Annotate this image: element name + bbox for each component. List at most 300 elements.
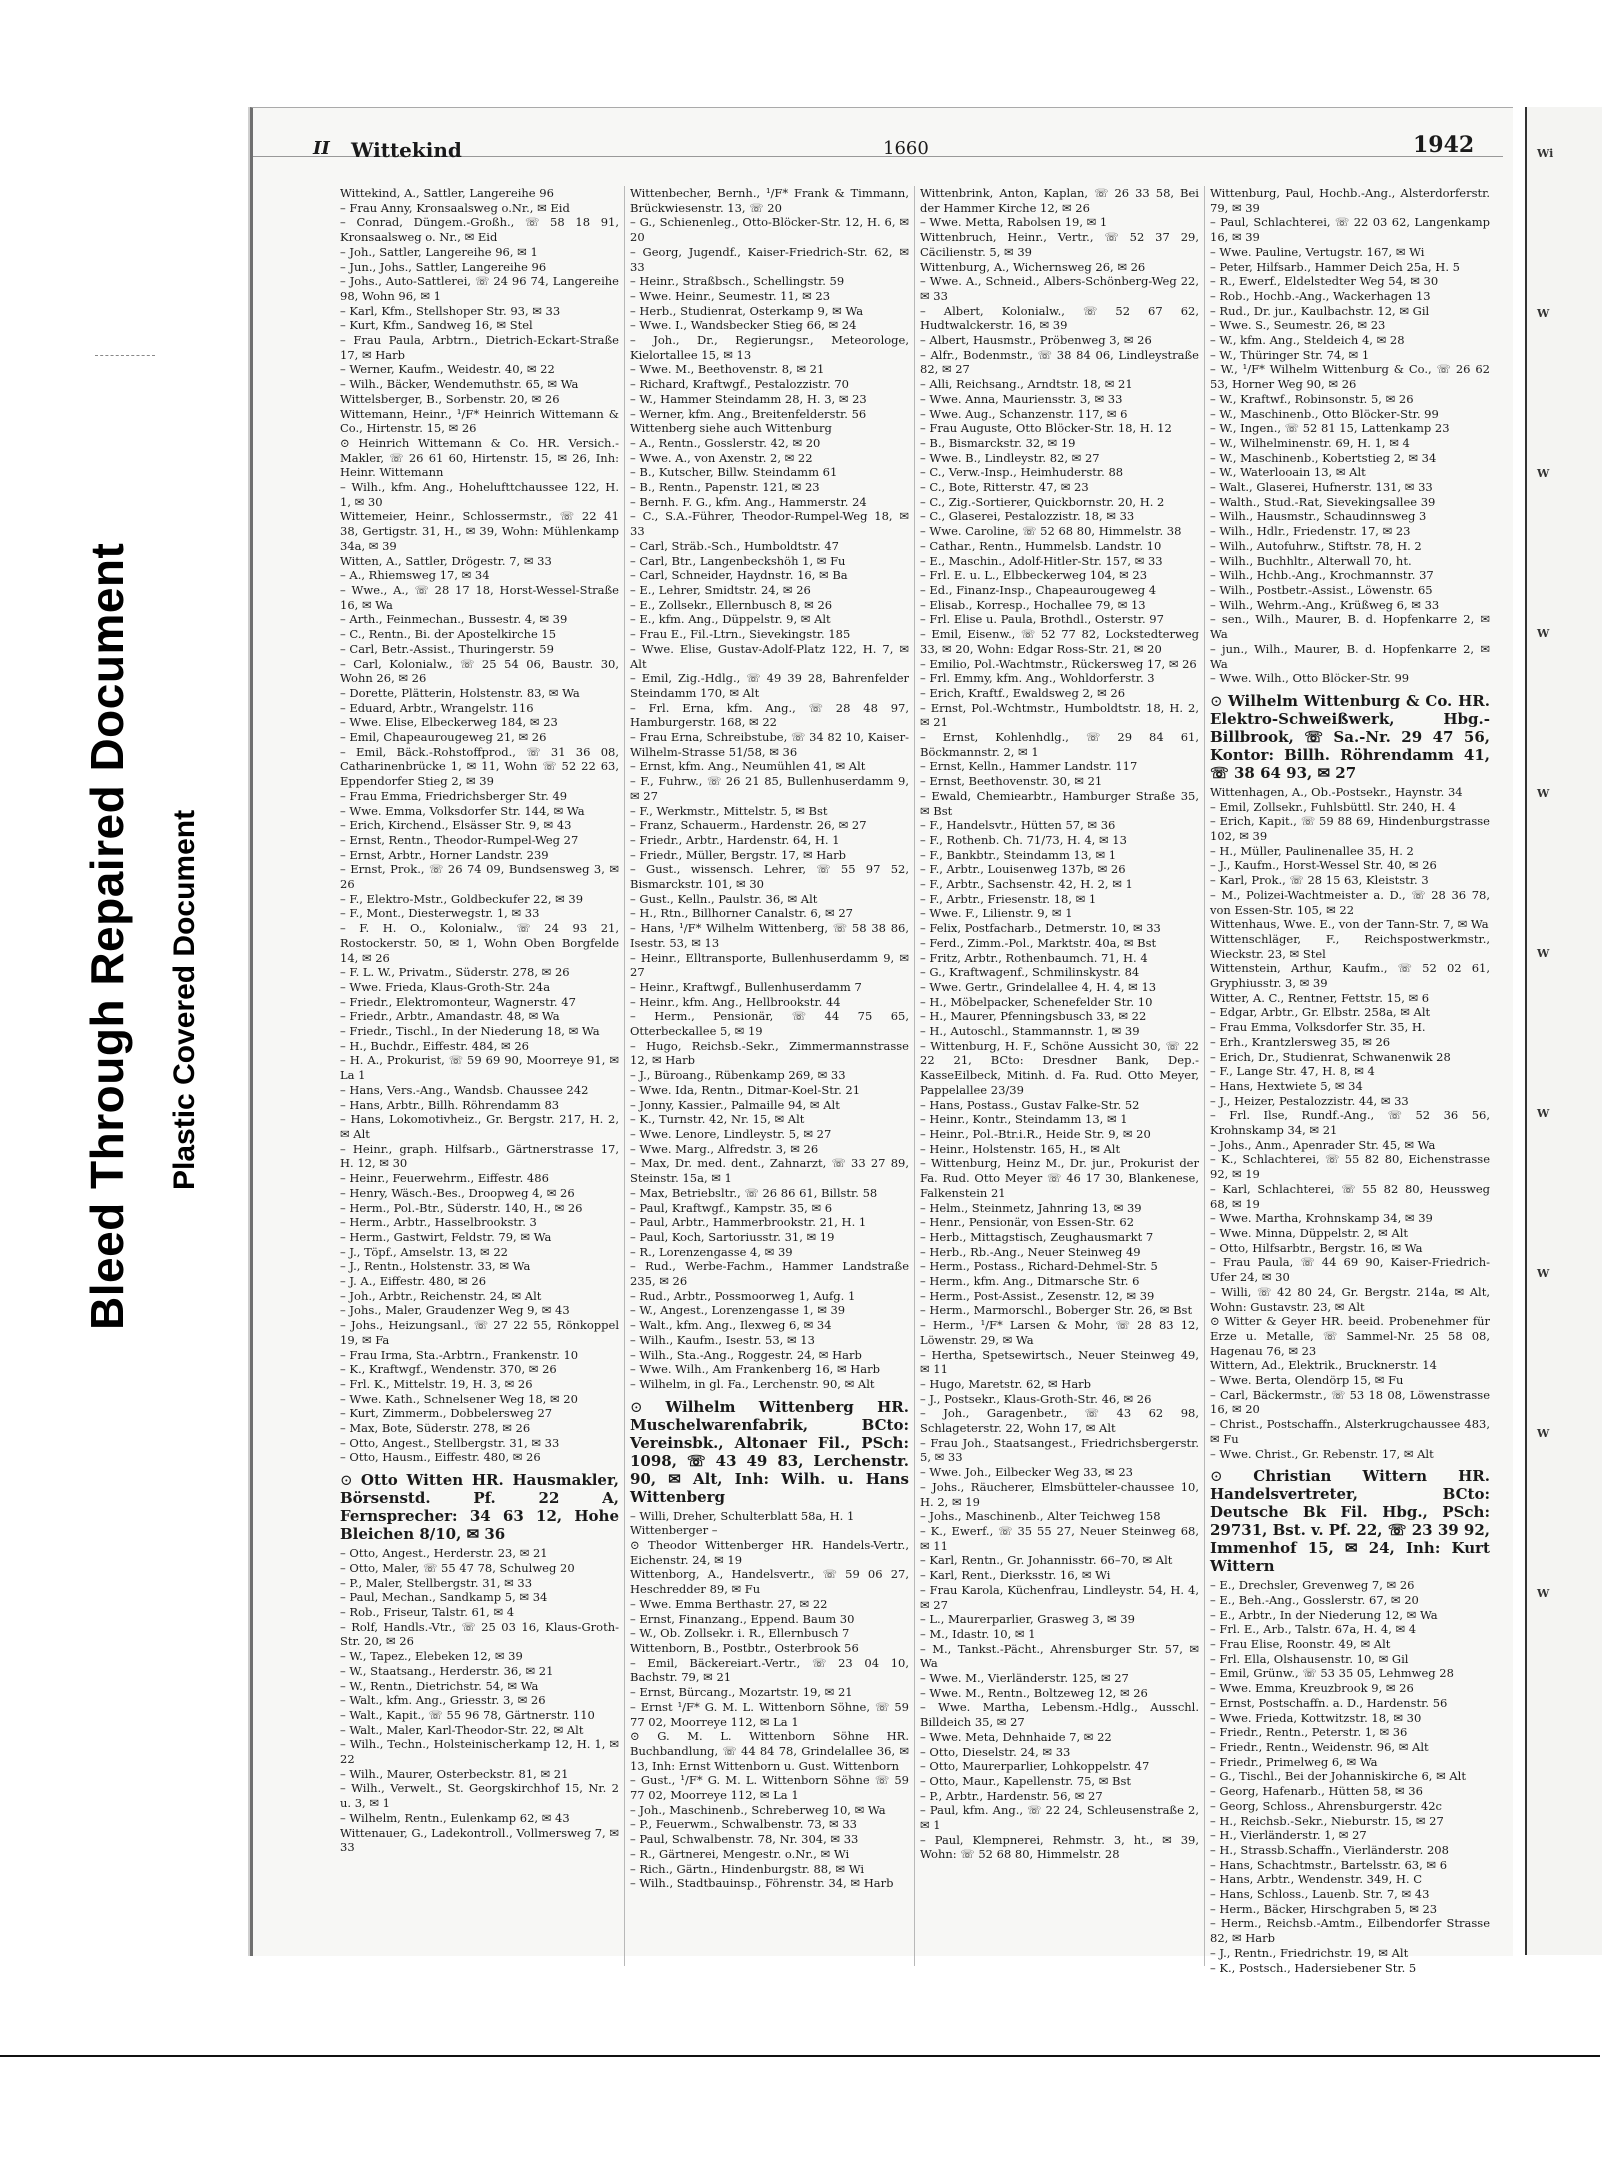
directory-entry: – Fritz, Arbtr., Rothenbaumch. 71, H. 4 xyxy=(920,950,1148,965)
directory-entry: – Wwe. Berta, Olendörp 15, ✉ Fu xyxy=(1210,1373,1404,1388)
directory-entry: – Rob., Hochb.-Ang., Wackerhagen 13 xyxy=(1210,288,1431,303)
directory-entry: – Herb., Studienrat, Osterkamp 9, ✉ Wa xyxy=(630,303,864,318)
directory-entry: – W., Ob. Zollsekr. i. R., Ellernbusch 7 xyxy=(630,1626,850,1641)
directory-entry: – W., Waterlooain 13, ✉ Alt xyxy=(1210,465,1366,480)
directory-entry: – Carl, Btr., Langenbeckshöh 1, ✉ Fu xyxy=(630,553,846,568)
directory-entry: Wittenbrink, Anton, Kaplan, ☏ 26 33 58, Bei der Hammer Kirche 12, ✉ 26 xyxy=(920,186,1199,215)
directory-entry: – Herm., Reichsb.-Amtm., Eilbendorfer Strasse 82, ✉ Harb xyxy=(1210,1916,1490,1946)
directory-entry: – Frau Paula, Arbtrn., Dietrich-Eckart-Straße 17, ✉ Harb xyxy=(340,333,619,362)
directory-entry: – M., Idastr. 10, ✉ 1 xyxy=(920,1626,1036,1641)
directory-page xyxy=(250,107,1513,1975)
directory-entry: – Wwe. M., Beethovenstr. 8, ✉ 21 xyxy=(630,362,825,377)
directory-entry: – Frau Irma, Sta.-Arbtrn., Frankenstr. 10 xyxy=(340,1347,579,1362)
directory-entry: – Arth., Feinmechan., Bussestr. 4, ✉ 39 xyxy=(340,612,568,627)
directory-entry: – Herm., kfm. Ang., Ditmarsche Str. 6 xyxy=(920,1274,1140,1289)
directory-entry: – Herm., Gastwirt, Feldstr. 79, ✉ Wa xyxy=(340,1229,552,1244)
directory-entry: – Heinr., Elltransporte, Bullenhuserdamm 9, ✉ 27 xyxy=(630,950,909,980)
directory-entry: – Karl, Kfm., Stellshoper Str. 93, ✉ 33 xyxy=(340,303,561,318)
directory-entry: – Herm., ¹/F* Larsen & Mohr, ☏ 28 83 12, Löwenstr. 29, ✉ Wa xyxy=(920,1318,1199,1347)
directory-entry: – H., Reichsb.-Sekr., Nieburstr. 15, ✉ 27 xyxy=(1210,1813,1444,1828)
directory-entry: Wittenborg, A., Handelsvertr., ☏ 59 06 27, Heschredder 89, ✉ Fu xyxy=(630,1567,909,1597)
directory-entry: – Friedr., Elektromonteur, Wagnerstr. 47 xyxy=(340,994,576,1009)
directory-entry: – Friedr., Rentn., Weidenstr. 96, ✉ Alt xyxy=(1210,1739,1429,1754)
directory-entry: – Frau Emma, Friedrichsberger Str. 49 xyxy=(340,788,568,803)
directory-entry: – Frau Joh., Staatsangest., Friedrichsbergerstr. 5, ✉ 33 xyxy=(920,1435,1199,1465)
directory-column-3 xyxy=(915,186,1205,1966)
directory-entry: – Wwe. A., Schneid., Albers-Schönberg-Weg 22, ✉ 33 xyxy=(920,274,1199,303)
directory-entry: – Otto, Hausm., Eiffestr. 480, ✉ 26 xyxy=(340,1450,541,1465)
directory-entry: – Johs., Räucherer, Elmsbütteler-chaussee 10, H. 2, ✉ 19 xyxy=(920,1479,1199,1509)
directory-column-1 xyxy=(335,186,625,1966)
scan-tick-marks xyxy=(95,355,155,366)
directory-entry: – Bernh. F. G., kfm. Ang., Hammerstr. 24 xyxy=(630,494,867,509)
directory-entry: – Wwe. Marg., Alfredstr. 3, ✉ 26 xyxy=(630,1141,819,1156)
directory-entry: – Otto, Maurerparlier, Lohkoppelstr. 47 xyxy=(920,1759,1150,1774)
page-header xyxy=(253,108,1503,162)
directory-entry: – F., Arbtr., Friesenstr. 18, ✉ 1 xyxy=(920,891,1097,906)
directory-entry: – Rud., Arbtr., Possmoorweg 1, Aufg. 1 xyxy=(630,1288,856,1303)
adjacent-page-fragment: W xyxy=(1537,947,1550,960)
directory-entry: – Wwe. Kath., Schnelsener Weg 18, ✉ 20 xyxy=(340,1391,578,1406)
directory-entry: – W., Wilhelminenstr. 69, H. 1, ✉ 4 xyxy=(1210,435,1410,450)
directory-entry: – Alli, Reichsang., Arndtstr. 18, ✉ 21 xyxy=(920,377,1133,392)
directory-entry: – J., Rentn., Holstenstr. 33, ✉ Wa xyxy=(340,1259,531,1274)
directory-column-2 xyxy=(625,186,915,1966)
directory-entry: – Wwe. Frieda, Kottwitzstr. 18, ✉ 30 xyxy=(1210,1710,1422,1725)
directory-entry: – W., Angest., Lorenzengasse 1, ✉ 39 xyxy=(630,1303,846,1318)
directory-entry: Wittenschläger, F., Reichspostwerkmstr., Wieckstr. 23, ✉ Stel xyxy=(1210,931,1490,961)
directory-entry: – H., Autoschl., Stammannstr. 1, ✉ 39 xyxy=(920,1024,1140,1039)
directory-entry: – Paul, Arbtr., Hammerbrookstr. 21, H. 1 xyxy=(630,1215,867,1230)
directory-entry: – Max, Bote, Süderstr. 278, ✉ 26 xyxy=(340,1421,531,1436)
directory-entry: – Kurt, Kfm., Sandweg 16, ✉ Stel xyxy=(340,318,533,333)
directory-entry: ⊙ Wilhelm Wittenburg & Co. HR. Elektro-Schweißwerk, Hbg.-Billbrook, ☏ Sa.-Nr. 29 47 56, Kontor: Billh. Röhrendamm 41, ☏ 38 64 93, ✉ 27 xyxy=(1210,692,1490,782)
directory-entry: – Emil, Zollsekr., Fuhlsbüttl. Str. 240, H. 4 xyxy=(1210,799,1456,814)
directory-entry: – Wwe. Elise, Elbeckerweg 184, ✉ 23 xyxy=(340,715,558,730)
directory-entry: – Frau Erna, Schreibstube, ☏ 34 82 10, Kaiser-Wilhelm-Strasse 51/58, ✉ 36 xyxy=(630,730,909,759)
directory-entry: – J., Rentn., Friedrichstr. 19, ✉ Alt xyxy=(1210,1945,1409,1960)
volume-number: II xyxy=(313,138,330,159)
directory-entry: – H., Buchdr., Eiffestr. 484, ✉ 26 xyxy=(340,1038,529,1053)
directory-entry: – Hugo, Maretstr. 62, ✉ Harb xyxy=(920,1376,1092,1391)
directory-entry: – Wilh., Hausmstr., Schaudinnsweg 3 xyxy=(1210,509,1427,524)
directory-entry: – C., Glaserei, Pestalozzistr. 18, ✉ 33 xyxy=(920,509,1135,524)
directory-entry: – Otto, Maler, ☏ 55 47 78, Schulweg 20 xyxy=(340,1560,575,1575)
directory-entry: – Wwe. Aug., Schanzenstr. 117, ✉ 6 xyxy=(920,406,1128,421)
directory-entry: – W., Tapez., Elebeken 12, ✉ 39 xyxy=(340,1649,523,1664)
directory-entry: – Ernst, Pol.-Wchtmstr., Humboldtstr. 18, H. 2, ✉ 21 xyxy=(920,700,1199,730)
directory-entry: – Cathar., Rentn., Hummelsb. Landstr. 10 xyxy=(920,538,1162,553)
directory-entry: Wittenburg, A., Wichernsweg 26, ✉ 26 xyxy=(920,259,1146,274)
directory-entry: – Wwe. S., Seumestr. 26, ✉ 23 xyxy=(1210,318,1386,333)
directory-entry: – Heinr., Holstenstr. 165, H., ✉ Alt xyxy=(920,1141,1121,1156)
directory-entry: – W., Rentn., Dietrichstr. 54, ✉ Wa xyxy=(340,1678,539,1693)
directory-entry: – Paul, Koch, Sartoriusstr. 31, ✉ 19 xyxy=(630,1229,835,1244)
directory-entry: – Frl. Ilse, Rundf.-Ang., ☏ 52 36 56, Krohnskamp 34, ✉ 21 xyxy=(1210,1108,1490,1138)
directory-entry: – Wwe. Emma, Volksdorfer Str. 144, ✉ Wa xyxy=(340,803,585,818)
directory-entry: – Wilh., Autofuhrw., Stiftstr. 78, H. 2 xyxy=(1210,538,1422,553)
directory-entry: Wittenberg siehe auch Wittenburg xyxy=(630,421,832,436)
directory-entry: – Frl. K., Mittelstr. 19, H. 3, ✉ 26 xyxy=(340,1376,533,1391)
directory-entry: – Max, Betriebsltr., ☏ 26 86 61, Billstr. 58 xyxy=(630,1185,878,1200)
directory-entry: – F., Rothenb. Ch. 71/73, H. 4, ✉ 13 xyxy=(920,832,1127,847)
directory-entry: – H., Möbelpacker, Schenefelder Str. 10 xyxy=(920,994,1153,1009)
directory-entry: – Hans, ¹/F* Wilhelm Wittenberg, ☏ 58 38 86, Isestr. 53, ✉ 13 xyxy=(630,921,909,950)
directory-entry: – H., Strassb.Schaffn., Vierländerstr. 208 xyxy=(1210,1842,1449,1857)
directory-entry: – jun., Wilh., Maurer, B. d. Hopfenkarre 2, ✉ Wa xyxy=(1210,641,1490,671)
directory-entry: – Franz, Schauerm., Hardenstr. 26, ✉ 27 xyxy=(630,818,867,833)
directory-entry: Wittenhagen, A., Ob.-Postsekr., Haynstr. 34 xyxy=(1210,784,1463,799)
directory-entry: – Herm., Marmorschl., Boberger Str. 26, ✉ Bst xyxy=(920,1303,1193,1318)
directory-entry: – Karl, Rentn., Gr. Johannisstr. 66–70, ✉ Alt xyxy=(920,1553,1173,1568)
directory-entry: – Frau Auguste, Otto Blöcker-Str. 18, H. 12 xyxy=(920,421,1172,436)
directory-entry: – Frau Anny, Kronsaalsweg o.Nr., ✉ Eid xyxy=(340,200,570,215)
directory-entry: – Frau Paula, ☏ 44 69 90, Kaiser-Friedrich-Ufer 24, ✉ 30 xyxy=(1210,1255,1490,1285)
scan-note-bleed-through: Bleed Through Repaired Document xyxy=(81,542,133,1330)
directory-entry: – Frau Karola, Küchenfrau, Lindleystr. 54, H. 4, ✉ 27 xyxy=(920,1582,1199,1612)
directory-entry: – Rud., Dr. jur., Kaulbachstr. 12, ✉ Gil xyxy=(1210,303,1430,318)
directory-entry: – Paul, Mechan., Sandkamp 5, ✉ 34 xyxy=(340,1590,548,1605)
directory-entry: – F., Bankbtr., Steindamm 13, ✉ 1 xyxy=(920,847,1117,862)
directory-entry: – C., Zig.-Sortierer, Quickbornstr. 20, H. 2 xyxy=(920,494,1165,509)
running-head: Wittekind xyxy=(351,138,462,162)
adjacent-page-fragment: Wi xyxy=(1537,147,1554,160)
directory-entry: – Karl, Prok., ☏ 28 15 63, Kleiststr. 3 xyxy=(1210,873,1429,888)
directory-entry: – P., Feuerwm., Schwalbenstr. 73, ✉ 33 xyxy=(630,1817,857,1832)
adjacent-page-fragment: W xyxy=(1537,787,1550,800)
directory-entry: – P., Arbtr., Hardenstr. 56, ✉ 27 xyxy=(920,1788,1103,1803)
directory-entry: – Georg, Hafenarb., Hütten 58, ✉ 36 xyxy=(1210,1784,1423,1799)
directory-entry: – Richard, Kraftwgf., Pestalozzistr. 70 xyxy=(630,377,849,392)
directory-entry: Witter, A. C., Rentner, Fettstr. 15, ✉ 6 xyxy=(1210,990,1430,1005)
directory-entry: – F., Werkmstr., Mittelstr. 5, ✉ Bst xyxy=(630,803,828,818)
directory-entry: – Emil, Eisenw., ☏ 52 77 82, Lockstedterweg 33, ✉ 20, Wohn: Edgar Ross-Str. 21, ✉ 20 xyxy=(920,627,1199,656)
directory-entry: – Willi, ☏ 42 80 24, Gr. Bergstr. 214a, ✉ Alt, Wohn: Gustavstr. 23, ✉ Alt xyxy=(1210,1284,1490,1314)
directory-entry: – E., Lehrer, Smidtstr. 24, ✉ 26 xyxy=(630,582,811,597)
directory-entry: – Wwe. Christ., Gr. Rebenstr. 17, ✉ Alt xyxy=(1210,1446,1434,1461)
directory-entry: – Albert, Kolonialw., ☏ 52 67 62, Hudtwalckerstr. 16, ✉ 39 xyxy=(920,303,1199,333)
directory-entry: ⊙ Witter & Geyer HR. beeid. Probenehmer für Erze u. Metalle, ☏ Sammel-Nr. 25 58 08, Hagenau 76, ✉ 23 xyxy=(1210,1314,1490,1358)
directory-entry: – Wwe. Martha, Krohnskamp 34, ✉ 39 xyxy=(1210,1211,1433,1226)
directory-entry: – Paul, Kraftwgf., Kampstr. 35, ✉ 6 xyxy=(630,1200,833,1215)
directory-entry: – F., Elektro-Mstr., Goldbeckufer 22, ✉ 39 xyxy=(340,891,584,906)
directory-entry: – K., Postsch., Hadersiebener Str. 5 xyxy=(1210,1960,1417,1975)
directory-entry: – C., Bote, Ritterstr. 47, ✉ 23 xyxy=(920,480,1089,495)
directory-column-4 xyxy=(1205,186,1495,1975)
directory-entry: – Friedr., Primelweg 6, ✉ Wa xyxy=(1210,1754,1378,1769)
directory-entry: – Wwe. Meta, Dehnhaide 7, ✉ 22 xyxy=(920,1729,1112,1744)
directory-entry: – Wwe. Lenore, Lindleystr. 5, ✉ 27 xyxy=(630,1127,832,1141)
directory-entry: – R., Gärtnerei, Mengestr. o.Nr., ✉ Wi xyxy=(630,1846,850,1861)
directory-entry: – Wwe. Caroline, ☏ 52 68 80, Himmelstr. 38 xyxy=(920,524,1182,539)
directory-entry: – W., Thüringer Str. 74, ✉ 1 xyxy=(1210,347,1370,362)
directory-entry: – Wilh., Postbetr.-Assist., Löwenstr. 65 xyxy=(1210,582,1433,597)
directory-entry: – Frau Elise, Roonstr. 49, ✉ Alt xyxy=(1210,1637,1391,1652)
adjacent-page-fragment: W xyxy=(1537,467,1550,480)
directory-entry: – F., Arbtr., Louisenweg 137b, ✉ 26 xyxy=(920,862,1126,877)
directory-entry: – Wilh., Bäcker, Wendemuthstr. 65, ✉ Wa xyxy=(340,377,579,392)
directory-entry: – P., Maler, Stellbergstr. 31, ✉ 33 xyxy=(340,1575,533,1590)
directory-entry: – Max, Dr. med. dent., Zahnarzt, ☏ 33 27 89, Steinstr. 15a, ✉ 1 xyxy=(630,1156,909,1186)
directory-entry: – E., Zollsekr., Ellernbusch 8, ✉ 26 xyxy=(630,597,833,612)
directory-entry: Wittenborn, B., Postbtr., Osterbrook 56 xyxy=(630,1640,859,1655)
directory-entry: – Ernst, Postschaffn. a. D., Hardenstr. 56 xyxy=(1210,1695,1448,1710)
directory-entry: Wittenbecher, Bernh., ¹/F* Frank & Timmann, Brückwiesenstr. 13, ☏ 20 xyxy=(630,186,909,215)
directory-entry: ⊙ G. M. L. Wittenborn Söhne HR. Buchbandlung, ☏ 44 84 78, Grindelallee 36, ✉ 13, Inh: Ernst Wittenborn u. Gust. Wittenborn xyxy=(630,1729,909,1773)
directory-entry: – F., Handelsvtr., Hütten 57, ✉ 36 xyxy=(920,818,1116,833)
directory-entry: – Rich., Gärtn., Hindenburgstr. 88, ✉ Wi xyxy=(630,1861,865,1876)
directory-entry: – Joh., Maschinenb., Schreberweg 10, ✉ Wa xyxy=(630,1802,886,1817)
directory-entry: Wittenberger – xyxy=(630,1523,718,1538)
directory-entry: – Friedr., Arbtr., Hardenstr. 64, H. 1 xyxy=(630,832,840,847)
directory-entry: – Ferd., Zimm.-Pol., Marktstr. 40a, ✉ Bst xyxy=(920,935,1157,950)
directory-entry: – Wwe. Metta, Rabolsen 19, ✉ 1 xyxy=(920,215,1108,230)
directory-entry: – J., Töpf., Amselstr. 13, ✉ 22 xyxy=(340,1244,508,1259)
directory-entry: – Helm., Steinmetz, Jahnring 13, ✉ 39 xyxy=(920,1200,1142,1215)
directory-entry: – Paul, Schwalbenstr. 78, Nr. 304, ✉ 33 xyxy=(630,1832,859,1847)
directory-entry: – Frl. Ella, Olshausenstr. 10, ✉ Gil xyxy=(1210,1651,1409,1666)
directory-entry: – Frl. E., Arb., Talstr. 67a, H. 4, ✉ 4 xyxy=(1210,1622,1417,1637)
directory-entry: – Wwe. Joh., Eilbecker Weg 33, ✉ 23 xyxy=(920,1465,1133,1480)
directory-entry: – Heinr., kfm. Ang., Hellbrookstr. 44 xyxy=(630,994,841,1009)
directory-entry: – Hans, Arbtr., Wendenstr. 349, H. C xyxy=(1210,1872,1423,1887)
directory-entry: – Erich, Kapit., ☏ 59 88 69, Hindenburgstrasse 102, ✉ 39 xyxy=(1210,814,1490,844)
directory-entry: – W., Kraftwf., Robinsonstr. 5, ✉ 26 xyxy=(1210,391,1414,406)
adjacent-page-edge xyxy=(1525,107,1602,1955)
directory-entry: ⊙ Otto Witten HR. Hausmakler, Börsenstd. Pf. 22 A, Fernsprecher: 34 63 12, Hohe Bleichen 8/10, ✉ 36 xyxy=(340,1471,619,1543)
directory-entry: – Hans, Vers.-Ang., Wandsb. Chaussee 242 xyxy=(340,1082,589,1097)
directory-entry: – B., Bismarckstr. 32, ✉ 19 xyxy=(920,435,1076,450)
directory-entry: Wittenstein, Arthur, Kaufm., ☏ 52 02 61, Gryphiusstr. 3, ✉ 39 xyxy=(1210,961,1490,991)
directory-entry: – E., Arbtr., In der Niederung 12, ✉ Wa xyxy=(1210,1607,1438,1622)
directory-entry: – A., Rentn., Gosslerstr. 42, ✉ 20 xyxy=(630,435,821,450)
directory-entry: – Emil, Bäck.-Rohstoffprod., ☏ 31 36 08, Catharinenbrücke 1, ✉ 11, Wohn ☏ 52 22 63, Eppendorfer Stieg 2, ✉ 39 xyxy=(340,744,619,789)
directory-entry: – H., Maurer, Pfenningsbusch 33, ✉ 22 xyxy=(920,1009,1147,1024)
directory-entry: – Frl. Emmy, kfm. Ang., Wohldorferstr. 3 xyxy=(920,671,1155,686)
directory-entry: – Otto, Angest., Herderstr. 23, ✉ 21 xyxy=(340,1546,548,1561)
directory-entry: – Georg, Jugendf., Kaiser-Friedrich-Str. 62, ✉ 33 xyxy=(630,244,909,274)
directory-entry: – R., Lorenzengasse 4, ✉ 39 xyxy=(630,1244,793,1259)
scan-bottom-line xyxy=(0,2055,1600,2057)
directory-entry: – Erich, Kirchend., Elsässer Str. 9, ✉ 43 xyxy=(340,818,572,833)
directory-entry: – K., Kraftwgf., Wendenstr. 370, ✉ 26 xyxy=(340,1362,557,1377)
directory-entry: – B., Rentn., Papenstr. 121, ✉ 23 xyxy=(630,480,820,495)
directory-entry: – Wwe. Heinr., Seumestr. 11, ✉ 23 xyxy=(630,288,831,303)
directory-entry: – Hans, Hextwiete 5, ✉ 34 xyxy=(1210,1078,1363,1093)
directory-entry: – F. H. O., Kolonialw., ☏ 24 93 21, Rostockerstr. 50, ✉ 1, Wohn Oben Borgfelde 14, ✉ 26 xyxy=(340,921,619,965)
directory-entry: – Carl, Sträb.-Sch., Humboldtstr. 47 xyxy=(630,538,839,553)
directory-entry: – Johs., Anm., Apenrader Str. 45, ✉ Wa xyxy=(1210,1137,1436,1152)
directory-entry: – Walt., Glaserei, Hufnerstr. 131, ✉ 33 xyxy=(1210,480,1433,495)
directory-entry: – Wwe. Wilh., Am Frankenberg 16, ✉ Harb xyxy=(630,1362,880,1377)
directory-entry: – Wittenburg, H. F., Schöne Aussicht 30, ☏ 22 22 21, BCto: Dresdner Bank, Dep.-KasseEilbeck, Mitinh. d. Fa. Rud. Otto Meyer, Pappelallee 23/39 xyxy=(920,1038,1199,1097)
directory-entry: – Herb., Rb.-Ang., Neuer Steinweg 49 xyxy=(920,1244,1141,1259)
directory-entry: – F., Mont., Diesterwegstr. 1, ✉ 33 xyxy=(340,906,540,921)
directory-entry: – Herm., Arbtr., Hasselbrookstr. 3 xyxy=(340,1215,537,1230)
directory-entry: – Wwe. Ida, Rentn., Ditmar-Koel-Str. 21 xyxy=(630,1082,861,1097)
directory-entry: – Friedr., Rentn., Peterstr. 1, ✉ 36 xyxy=(1210,1725,1408,1740)
directory-entry: – K., Schlachterei, ☏ 55 82 80, Eichenstrasse 92, ✉ 19 xyxy=(1210,1152,1490,1182)
directory-entry: – Kurt, Zimmerm., Dobbelersweg 27 xyxy=(340,1406,553,1421)
directory-entry: – Wilh., Maurer, Osterbeckstr. 81, ✉ 21 xyxy=(340,1766,569,1781)
directory-entry: – Peter, Hilfsarb., Hammer Deich 25a, H. 5 xyxy=(1210,259,1460,274)
directory-entry: – Frau Emma, Volksdorfer Str. 35, H. xyxy=(1210,1020,1426,1035)
directory-entry: – W., Staatsang., Herderstr. 36, ✉ 21 xyxy=(340,1663,554,1678)
directory-entry: – Wwe. Wilh., Otto Blöcker-Str. 99 xyxy=(1210,671,1410,686)
directory-entry: – C., Rentn., Bi. der Apostelkirche 15 xyxy=(340,627,557,642)
directory-entry: – Heinr., Straßbsch., Schellingstr. 59 xyxy=(630,274,845,289)
directory-entry: – Jonny, Kassier., Palmaille 94, ✉ Alt xyxy=(630,1097,840,1112)
directory-entry: – G., Schienenleg., Otto-Blöcker-Str. 12, H. 6, ✉ 20 xyxy=(630,215,909,245)
directory-entry: – Wwe. M., Rentn., Boltzeweg 12, ✉ 26 xyxy=(920,1685,1148,1700)
adjacent-page-fragment: W xyxy=(1537,1427,1550,1440)
directory-entry: – Erich, Kraftf., Ewaldsweg 2, ✉ 26 xyxy=(920,685,1126,700)
directory-entry: – Ernst, Finanzang., Eppend. Baum 30 xyxy=(630,1611,855,1626)
directory-entry: – Hans, Postass., Gustav Falke-Str. 52 xyxy=(920,1097,1140,1112)
directory-entry: – Wwe. B., Lindleystr. 82, ✉ 27 xyxy=(920,450,1100,465)
directory-entry: – Ernst, Beethovenstr. 30, ✉ 21 xyxy=(920,774,1103,789)
directory-entry: – Wwe. A., von Axenstr. 2, ✉ 22 xyxy=(630,450,813,465)
directory-entry: – sen., Wilh., Maurer, B. d. Hopfenkarre 2, ✉ Wa xyxy=(1210,612,1490,642)
directory-entry: – Emilio, Pol.-Wachtmstr., Rückersweg 17, ✉ 26 xyxy=(920,656,1197,671)
directory-entry: – M., Polizei-Wachtmeister a. D., ☏ 28 36 78, von Essen-Str. 105, ✉ 22 xyxy=(1210,887,1490,917)
directory-entry: – Wwe. M., Vierländerstr. 125, ✉ 27 xyxy=(920,1671,1129,1686)
directory-entry: – Elisab., Korresp., Hochallee 79, ✉ 13 xyxy=(920,597,1146,612)
directory-entry: – Ewald, Chemiearbtr., Hamburger Straße 35, ✉ Bst xyxy=(920,788,1199,818)
directory-entry: ⊙ Heinrich Wittemann & Co. HR. Versich.-Makler, ☏ 26 61 60, Hirtenstr. 15, ✉ 26, Inh: Heinr. Wittemann xyxy=(340,435,619,480)
directory-entry: – Christ., Postschaffn., Alsterkrugchaussee 483, ✉ Fu xyxy=(1210,1417,1490,1446)
directory-entry: – Walt., Kapit., ☏ 55 96 78, Gärtnerstr. 110 xyxy=(340,1707,595,1722)
directory-entry: – Ernst, Bürcang., Mozartstr. 19, ✉ 21 xyxy=(630,1685,853,1700)
directory-entry: – Carl, Bäckermstr., ☏ 53 18 08, Löwenstrasse 16, ✉ 20 xyxy=(1210,1387,1490,1417)
directory-entry: – Ernst, Prok., ☏ 26 74 09, Bundsensweg 3, ✉ 26 xyxy=(340,862,619,892)
directory-entry: – F., Fuhrw., ☏ 26 21 85, Bullenhuserdamm 9, ✉ 27 xyxy=(630,774,909,803)
directory-entry: – Emil, Chapeaurougeweg 21, ✉ 26 xyxy=(340,730,547,745)
directory-entry: – Herm., Bäcker, Hirschgraben 5, ✉ 23 xyxy=(1210,1901,1438,1916)
directory-entry: – Paul, kfm. Ang., ☏ 22 24, Schleusenstraße 2, ✉ 1 xyxy=(920,1803,1199,1833)
directory-entry: – Ernst, Arbtr., Horner Landstr. 239 xyxy=(340,847,549,862)
directory-entry: – Wilh., Techn., Holsteinischerkamp 12, H. 1, ✉ 22 xyxy=(340,1737,619,1767)
directory-entry: – B., Kutscher, Billw. Steindamm 61 xyxy=(630,465,838,480)
directory-entry: – Otto, Hilfsarbtr., Bergstr. 16, ✉ Wa xyxy=(1210,1240,1423,1255)
directory-entry: – Walt., kfm. Ang., Griesstr. 3, ✉ 26 xyxy=(340,1693,546,1708)
directory-entry: – Karl, Rent., Dierksstr. 16, ✉ Wi xyxy=(920,1568,1111,1583)
directory-entry: – J., Büroang., Rübenkamp 269, ✉ 33 xyxy=(630,1068,846,1083)
directory-entry: – J., Kaufm., Horst-Wessel Str. 40, ✉ 26 xyxy=(1210,858,1437,873)
directory-entry: – Henry, Wäsch.-Bes., Droopweg 4, ✉ 26 xyxy=(340,1185,575,1200)
directory-entry: – Wilhelm, in gl. Fa., Lerchenstr. 90, ✉ Alt xyxy=(630,1376,875,1391)
directory-entry: – Wilh., Verwelt., St. Georgskirchhof 15, Nr. 2 u. 3, ✉ 1 xyxy=(340,1781,619,1811)
directory-entry: – F., Lange Str. 47, H. 8, ✉ 4 xyxy=(1210,1064,1375,1079)
directory-entry: – Karl, Schlachterei, ☏ 55 82 80, Heussweg 68, ✉ 19 xyxy=(1210,1181,1490,1211)
adjacent-page-fragment: W xyxy=(1537,1107,1550,1120)
directory-entry: – Hans, Lokomotivheiz., Gr. Bergstr. 217, H. 2, ✉ Alt xyxy=(340,1112,619,1141)
directory-entry: – Johs., Auto-Sattlerei, ☏ 24 96 74, Langereihe 98, Wohn 96, ✉ 1 xyxy=(340,274,619,303)
directory-entry: – J., Postsekr., Klaus-Groth-Str. 46, ✉ 26 xyxy=(920,1391,1152,1406)
directory-entry: – M., Tankst.-Pächt., Ahrensburger Str. 57, ✉ Wa xyxy=(920,1641,1199,1671)
directory-entry: – Ernst, kfm. Ang., Neumühlen 41, ✉ Alt xyxy=(630,759,866,774)
directory-entry: – Herb., Mittagstisch, Zeughausmarkt 7 xyxy=(920,1229,1154,1244)
directory-entry: – Erh., Krantzlersweg 35, ✉ 26 xyxy=(1210,1034,1391,1049)
directory-entry: – Frl. E. u. L., Elbbeckerweg 104, ✉ 23 xyxy=(920,568,1148,583)
directory-entry: – Otto, Angest., Stellbergstr. 31, ✉ 33 xyxy=(340,1435,560,1450)
directory-entry: Wittenauer, G., Ladekontroll., Vollmersweg 7, ✉ 33 xyxy=(340,1825,619,1855)
directory-entry: – Alfr., Bodenmstr., ☏ 38 84 06, Lindleystraße 82, ✉ 27 xyxy=(920,347,1199,377)
directory-columns xyxy=(335,186,1495,1975)
directory-entry: – Heinr., Feuerwehrm., Eiffestr. 486 xyxy=(340,1171,549,1186)
directory-entry: – Wwe. F., Lilienstr. 9, ✉ 1 xyxy=(920,906,1073,921)
directory-entry: – Edgar, Arbtr., Gr. Elbstr. 258a, ✉ Alt xyxy=(1210,1005,1431,1020)
directory-entry: – E., Drechsler, Grevenweg 7, ✉ 26 xyxy=(1210,1578,1415,1593)
directory-entry: – Hans, Schachtmstr., Bartelsstr. 63, ✉ 6 xyxy=(1210,1857,1448,1872)
directory-entry: – E., Maschin., Adolf-Hitler-Str. 157, ✉ 33 xyxy=(920,553,1163,568)
directory-entry: – Carl, Schneider, Haydnstr. 16, ✉ Ba xyxy=(630,568,848,583)
directory-entry: – Wwe. Frieda, Klaus-Groth-Str. 24a xyxy=(340,979,551,994)
directory-entry: – Werner, kfm. Ang., Breitenfelderstr. 56 xyxy=(630,406,867,421)
directory-entry: – Johs., Maler, Graudenzer Weg 9, ✉ 43 xyxy=(340,1303,570,1318)
directory-entry: – Friedr., Müller, Bergstr. 17, ✉ Harb xyxy=(630,847,846,862)
directory-entry: – Herm., Pol.-Btr., Süderstr. 140, H., ✉ 26 xyxy=(340,1200,583,1215)
directory-entry: – Johs., Maschinenb., Alter Teichweg 158 xyxy=(920,1509,1161,1524)
directory-entry: – Wwe. Elise, Gustav-Adolf-Platz 122, H. 7, ✉ Alt xyxy=(630,641,909,671)
directory-entry: – Carl, Betr.-Assist., Thuringerstr. 59 xyxy=(340,641,554,656)
directory-entry: – R., Ewerf., Eldelstedter Weg 54, ✉ 30 xyxy=(1210,274,1439,289)
directory-entry: – Wwe. Emma Berthastr. 27, ✉ 22 xyxy=(630,1596,828,1611)
directory-entry: – Friedr., Tischl., In der Niederung 18, ✉ Wa xyxy=(340,1024,600,1039)
directory-entry: – Hans, Schloss., Lauenb. Str. 7, ✉ 43 xyxy=(1210,1887,1430,1902)
directory-entry: – Walth., Stud.-Rat, Sievekingsallee 39 xyxy=(1210,494,1436,509)
directory-entry: – Ernst ¹/F* G. M. L. Wittenborn Söhne, ☏ 59 77 02, Moorreye 112, ✉ La 1 xyxy=(630,1699,909,1729)
directory-entry: – Rud., Werbe-Fachm., Hammer Landstraße 235, ✉ 26 xyxy=(630,1259,909,1289)
directory-entry: – Albert, Hausmstr., Pröbenweg 3, ✉ 26 xyxy=(920,333,1152,348)
directory-entry: – H., Rtn., Billhorner Canalstr. 6, ✉ 27 xyxy=(630,906,853,921)
directory-entry: – Wittenburg, Heinz M., Dr. jur., Prokurist der Fa. Rud. Otto Meyer ☏ 46 17 30, Blankenese, Falkenstein 21 xyxy=(920,1156,1199,1200)
directory-entry: – Walt., kfm. Ang., Ilexweg 6, ✉ 34 xyxy=(630,1318,832,1333)
directory-entry: – Henr., Pensionär, von Essen-Str. 62 xyxy=(920,1215,1135,1230)
directory-entry: ⊙ Theodor Wittenberger HR. Handels-Vertr., Eichenstr. 24, ✉ 19 xyxy=(630,1538,909,1567)
directory-entry: – Wilh., Stadtbauinsp., Föhrenstr. 34, ✉ Harb xyxy=(630,1876,894,1891)
directory-entry: – W., Maschinenb., Otto Blöcker-Str. 99 xyxy=(1210,406,1439,421)
directory-entry: ⊙ Christian Wittern HR. Handelsvertreter, BCto: Deutsche Bk Fil. Hbg., PSch: 29731, Bst. v. Pf. 22, ☏ 23 39 92, Immenhof 15, ✉ 24, Inh: Kurt Wittern xyxy=(1210,1467,1490,1575)
directory-entry: – Friedr., Arbtr., Amandastr. 48, ✉ Wa xyxy=(340,1009,560,1024)
directory-entry: – Frl. Elise u. Paula, Brothdl., Osterstr. 97 xyxy=(920,612,1164,627)
directory-entry: – Wwe. Gertr., Grindelallee 4, H. 4, ✉ 13 xyxy=(920,979,1157,994)
directory-entry: – Felix, Postfacharb., Detmerstr. 10, ✉ 33 xyxy=(920,921,1161,936)
directory-entry: – Heinr., Kontr., Steindamm 13, ✉ 1 xyxy=(920,1112,1128,1127)
directory-entry: – H. A., Prokurist, ☏ 59 69 90, Moorreye 91, ✉ La 1 xyxy=(340,1053,619,1083)
directory-entry: – Herm., Pensionär, ☏ 44 75 65, Otterbeckallee 5, ✉ 19 xyxy=(630,1009,909,1039)
directory-entry: – Heinr., graph. Hilfsarb., Gärtnerstrasse 17, H. 12, ✉ 30 xyxy=(340,1141,619,1171)
directory-entry: Wittern, Ad., Elektrik., Brucknerstr. 14 xyxy=(1210,1358,1437,1373)
directory-entry: – J. A., Eiffestr. 480, ✉ 26 xyxy=(340,1274,487,1289)
directory-entry: – Hans, Arbtr., Billh. Röhrendamm 83 xyxy=(340,1097,560,1112)
directory-entry: – Wilh., Kaufm., Isestr. 53, ✉ 13 xyxy=(630,1332,815,1347)
directory-year: 1942 xyxy=(1413,132,1475,158)
adjacent-page-fragment: W xyxy=(1537,1267,1550,1280)
directory-entry: – J., Heizer, Pestalozzistr. 44, ✉ 33 xyxy=(1210,1093,1409,1108)
directory-entry: – E., kfm. Ang., Düppelstr. 9, ✉ Alt xyxy=(630,612,831,627)
directory-entry: – Wwe. Pauline, Vertugstr. 167, ✉ Wi xyxy=(1210,244,1425,259)
directory-entry: – F. L. W., Privatm., Süderstr. 278, ✉ 26 xyxy=(340,965,570,980)
directory-entry: Wittemeier, Heinr., Schlossermstr., ☏ 22 41 38, Gertigstr. 31, H., ✉ 39, Wohn: Mühlenkamp 34a, ✉ 39 xyxy=(340,509,619,553)
directory-entry: – W., ¹/F* Wilhelm Wittenburg & Co., ☏ 26 62 53, Horner Weg 90, ✉ 26 xyxy=(1210,362,1490,392)
directory-entry: – Wilh., Buchhltr., Alterwall 70, ht. xyxy=(1210,553,1412,568)
directory-entry: – Wwe., A., ☏ 28 17 18, Horst-Wessel-Straße 16, ✉ Wa xyxy=(340,582,619,612)
directory-entry: Witten, A., Sattler, Drögestr. 7, ✉ 33 xyxy=(340,553,552,568)
directory-entry: – Wwe. Anna, Mauriensstr. 3, ✉ 33 xyxy=(920,391,1123,406)
directory-entry: – C., S.A.-Führer, Theodor-Rumpel-Weg 18, ✉ 33 xyxy=(630,509,909,539)
page-number: 1660 xyxy=(883,138,929,159)
